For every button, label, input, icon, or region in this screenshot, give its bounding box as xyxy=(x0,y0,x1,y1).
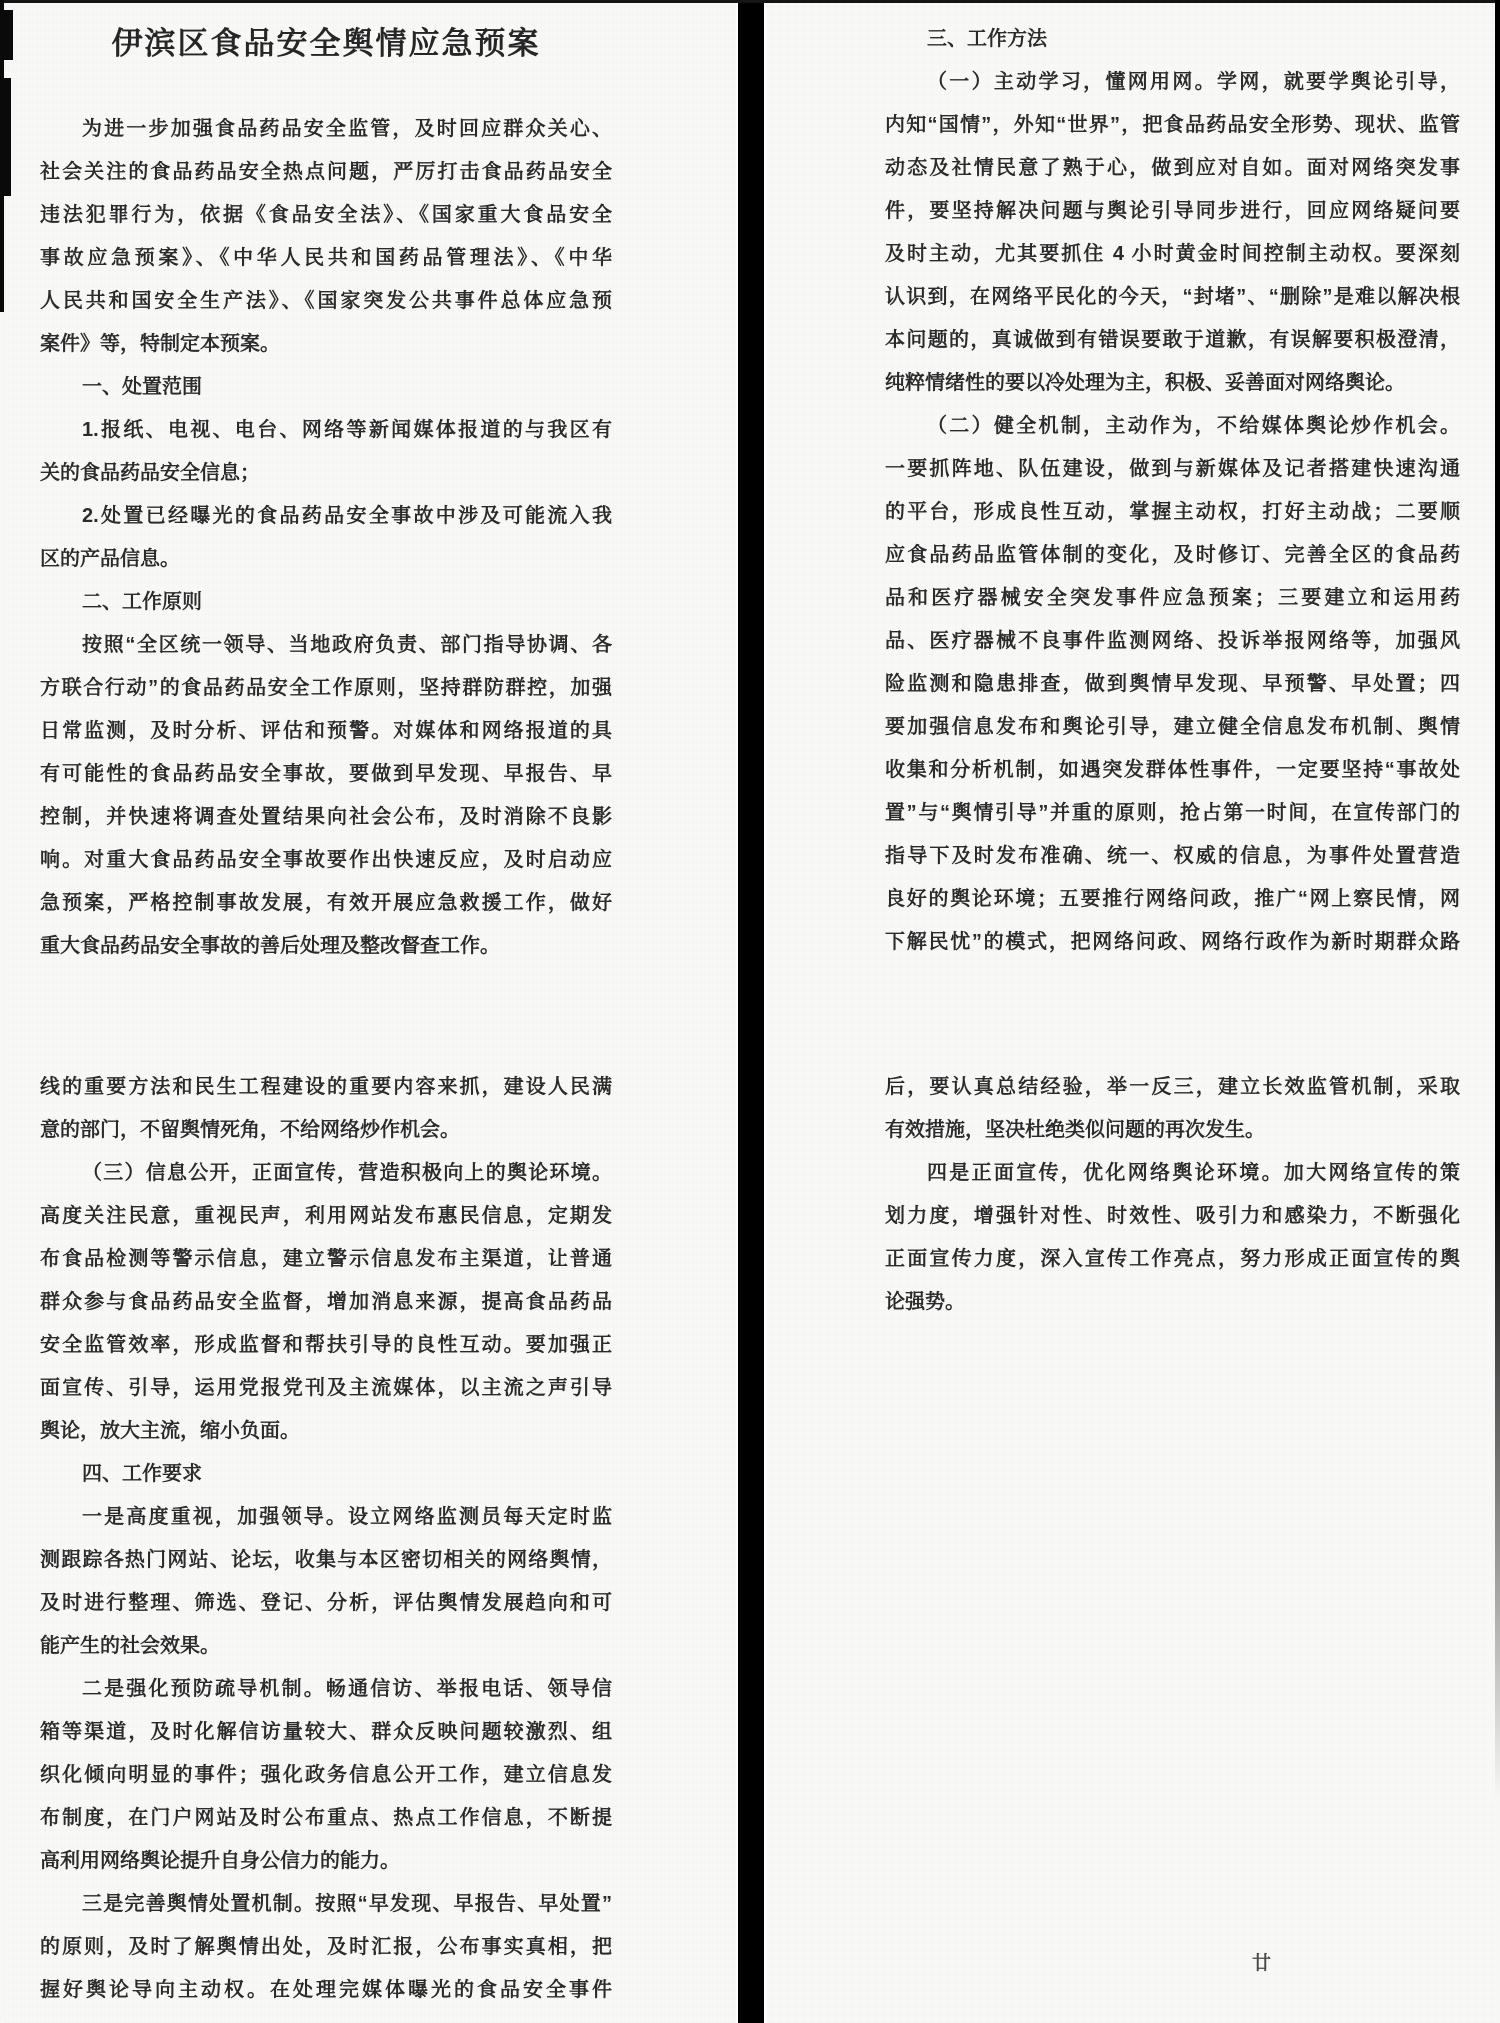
text-line: 案件》等，特制定本预案。 xyxy=(40,333,280,355)
text-line: （一）主动学习，懂网用网。学网，就要学舆论引导， xyxy=(927,71,1460,93)
text-line: 的平台，形成良性互动，掌握主动权，打好主动战；二要顺 xyxy=(885,501,1460,523)
text-line: 重大食品药品安全事故的善后处理及整改督查工作。 xyxy=(40,935,500,957)
text-line: 织化倾向明显的事件；强化政务信息公开工作，建立信息发 xyxy=(40,1764,612,1786)
text-line: 违法犯罪行为，依据《食品安全法》、《国家重大食品安全 xyxy=(40,204,612,226)
text-line: 布食品检测等警示信息，建立警示信息发布主渠道，让普通 xyxy=(40,1248,612,1270)
text-line: 2.处置已经曝光的食品药品安全事故中涉及可能流入我 xyxy=(82,505,612,527)
text-line: 正面宣传力度，深入宣传工作亮点，努力形成正面宣传的舆 xyxy=(885,1248,1460,1270)
text-line: 及时主动，尤其要抓住 4 小时黄金时间控制主动权。要深刻 xyxy=(885,243,1460,265)
text-line: 一是高度重视，加强领导。设立网络监测员每天定时监 xyxy=(82,1506,612,1528)
text-line: 测跟踪各热门网站、论坛，收集与本区密切相关的网络舆情， xyxy=(40,1549,612,1571)
text-line: 区的产品信息。 xyxy=(40,548,180,570)
text-line: 论强势。 xyxy=(885,1291,965,1313)
text-line: 意的部门，不留舆情死角，不给网络炒作机会。 xyxy=(40,1119,460,1141)
document-title: 伊滨区食品安全舆情应急预案 xyxy=(111,26,541,61)
text-line: 指导下及时发布准确、统一、权威的信息，为事件处置营造 xyxy=(885,845,1460,867)
text-line: 日常监测，及时分析、评估和预警。对媒体和网络报道的具 xyxy=(40,720,612,742)
text-line: 动态及社情民意了熟于心，做到应对自如。面对网络突发事 xyxy=(885,157,1460,179)
left-page-bottom-text xyxy=(40,1066,612,2012)
text-line: 及时进行整理、筛选、登记、分析，评估舆情发展趋向和可 xyxy=(40,1592,612,1614)
right-page-bottom-text xyxy=(885,1066,1460,1324)
text-line: 划力度，增强针对性、时效性、吸引力和感染力，不断强化 xyxy=(885,1205,1460,1227)
text-line: 按照“全区统一领导、当地政府负责、部门指导协调、各 xyxy=(82,634,612,656)
text-line: 下解民忧”的模式，把网络问政、网络行政作为新时期群众路 xyxy=(885,931,1460,953)
text-line: 四是正面宣传，优化网络舆论环境。加大网络宣传的策 xyxy=(927,1162,1460,1184)
text-line: 社会关注的食品药品安全热点问题，严厉打击食品药品安全 xyxy=(40,161,612,183)
scan-edge-artifact xyxy=(0,78,11,196)
text-line: 应食品药品监管体制的变化，及时修订、完善全区的食品药 xyxy=(885,544,1460,566)
text-line: 要加强信息发布和舆论引导，建立健全信息发布机制、舆情 xyxy=(885,716,1460,738)
text-line: 能产生的社会效果。 xyxy=(40,1635,220,1657)
text-line: 收集和分析机制，如遇突发群体性事件，一定要坚持“事故处 xyxy=(885,759,1460,781)
text-line: 舆论，放大主流，缩小负面。 xyxy=(40,1420,300,1442)
text-line: 面宣传、引导，运用党报党刊及主流媒体，以主流之声引导 xyxy=(40,1377,612,1399)
left-page-top-text xyxy=(40,108,612,968)
text-line: 品和医疗器械安全突发事件应急预案；三要建立和运用药 xyxy=(885,587,1460,609)
text-line: 1.报纸、电视、电台、网络等新闻媒体报道的与我区有 xyxy=(82,419,612,441)
text-line: 险监测和隐患排查，做到舆情早发现、早预警、早处置；四 xyxy=(885,673,1460,695)
text-line: 有可能性的食品药品安全事故，要做到早发现、早报告、早 xyxy=(40,763,612,785)
text-line: 布制度，在门户网站及时公布重点、热点工作信息，不断提 xyxy=(40,1807,612,1829)
text-line: 箱等渠道，及时化解信访量较大、群众反映问题较激烈、组 xyxy=(40,1721,612,1743)
text-line: 的原则，及时了解舆情出处，及时汇报，公布事实真相，把 xyxy=(40,1936,612,1958)
text-line: 一、处置范围 xyxy=(82,376,202,398)
text-line: 有效措施，坚决杜绝类似问题的再次发生。 xyxy=(885,1119,1265,1141)
text-line: 高利用网络舆论提升自身公信力的能力。 xyxy=(40,1850,400,1872)
scan-edge-artifact xyxy=(0,10,13,60)
text-line: 握好舆论导向主动权。在处理完媒体曝光的食品安全事件 xyxy=(40,1979,612,2001)
text-line: 三是完善舆情处置机制。按照“早发现、早报告、早处置” xyxy=(82,1893,612,1915)
right-page-top-text xyxy=(885,18,1460,964)
text-line: 二、工作原则 xyxy=(82,591,202,613)
scan-speck: 廿 xyxy=(1252,1953,1272,1974)
text-line: 后，要认真总结经验，举一反三，建立长效监管机制，采取 xyxy=(885,1076,1460,1098)
text-line: 群众参与食品药品安全监督，增加消息来源，提高食品药品 xyxy=(40,1291,612,1313)
text-line: 安全监管效率，形成监督和帮扶引导的良性互动。要加强正 xyxy=(40,1334,612,1356)
text-line: 人民共和国安全生产法》、《国家突发公共事件总体应急预 xyxy=(40,290,612,312)
text-line: 件，要坚持解决问题与舆论引导同步进行，回应网络疑问要 xyxy=(885,200,1460,222)
text-line: 方联合行动”的食品药品安全工作原则，坚持群防群控，加强 xyxy=(40,677,612,699)
scan-edge-right xyxy=(1495,0,1500,1800)
text-line: 品、医疗器械不良事件监测网络、投诉举报网络等，加强风 xyxy=(885,630,1460,652)
text-line: 内知“国情”，外知“世界”，把食品药品安全形势、现状、监管 xyxy=(885,114,1460,136)
text-line: 急预案，严格控制事故发展，有效开展应急救援工作，做好 xyxy=(40,892,612,914)
text-line: （三）信息公开，正面宣传，营造积极向上的舆论环境。 xyxy=(82,1162,612,1184)
scan-edge-top xyxy=(0,0,1500,3)
text-line: 良好的舆论环境；五要推行网络问政，推广“网上察民情，网 xyxy=(885,888,1460,910)
text-line: （二）健全机制，主动作为，不给媒体舆论炒作机会。 xyxy=(927,415,1460,437)
text-line: 为进一步加强食品药品安全监管，及时回应群众关心、 xyxy=(82,118,612,140)
text-line: 置”与“舆情引导”并重的原则，抢占第一时间，在宣传部门的 xyxy=(885,802,1460,824)
text-line: 关的食品药品安全信息； xyxy=(40,462,260,484)
text-line: 事故应急预案》、《中华人民共和国药品管理法》、《中华 xyxy=(40,247,612,269)
text-line: 控制，并快速将调查处置结果向社会公布，及时消除不良影 xyxy=(40,806,612,828)
text-line: 认识到，在网络平民化的今天，“封堵”、“删除”是难以解决根 xyxy=(885,286,1460,308)
text-line: 三、工作方法 xyxy=(927,28,1047,50)
text-line: 纯粹情绪性的要以冷处理为主，积极、妥善面对网络舆论。 xyxy=(885,372,1405,394)
text-line: 高度关注民意，重视民声，利用网站发布惠民信息，定期发 xyxy=(40,1205,612,1227)
text-line: 本问题的，真诚做到有错误要敢于道歉，有误解要积极澄清， xyxy=(885,329,1460,351)
text-line: 四、工作要求 xyxy=(82,1463,202,1485)
page-divider xyxy=(736,0,766,2023)
text-line: 一要抓阵地、队伍建设，做到与新媒体及记者搭建快速沟通 xyxy=(885,458,1460,480)
text-line: 线的重要方法和民生工程建设的重要内容来抓，建设人民满 xyxy=(40,1076,612,1098)
text-line: 响。对重大食品药品安全事故要作出快速反应，及时启动应 xyxy=(40,849,612,871)
text-line: 二是强化预防疏导机制。畅通信访、举报电话、领导信 xyxy=(82,1678,612,1700)
